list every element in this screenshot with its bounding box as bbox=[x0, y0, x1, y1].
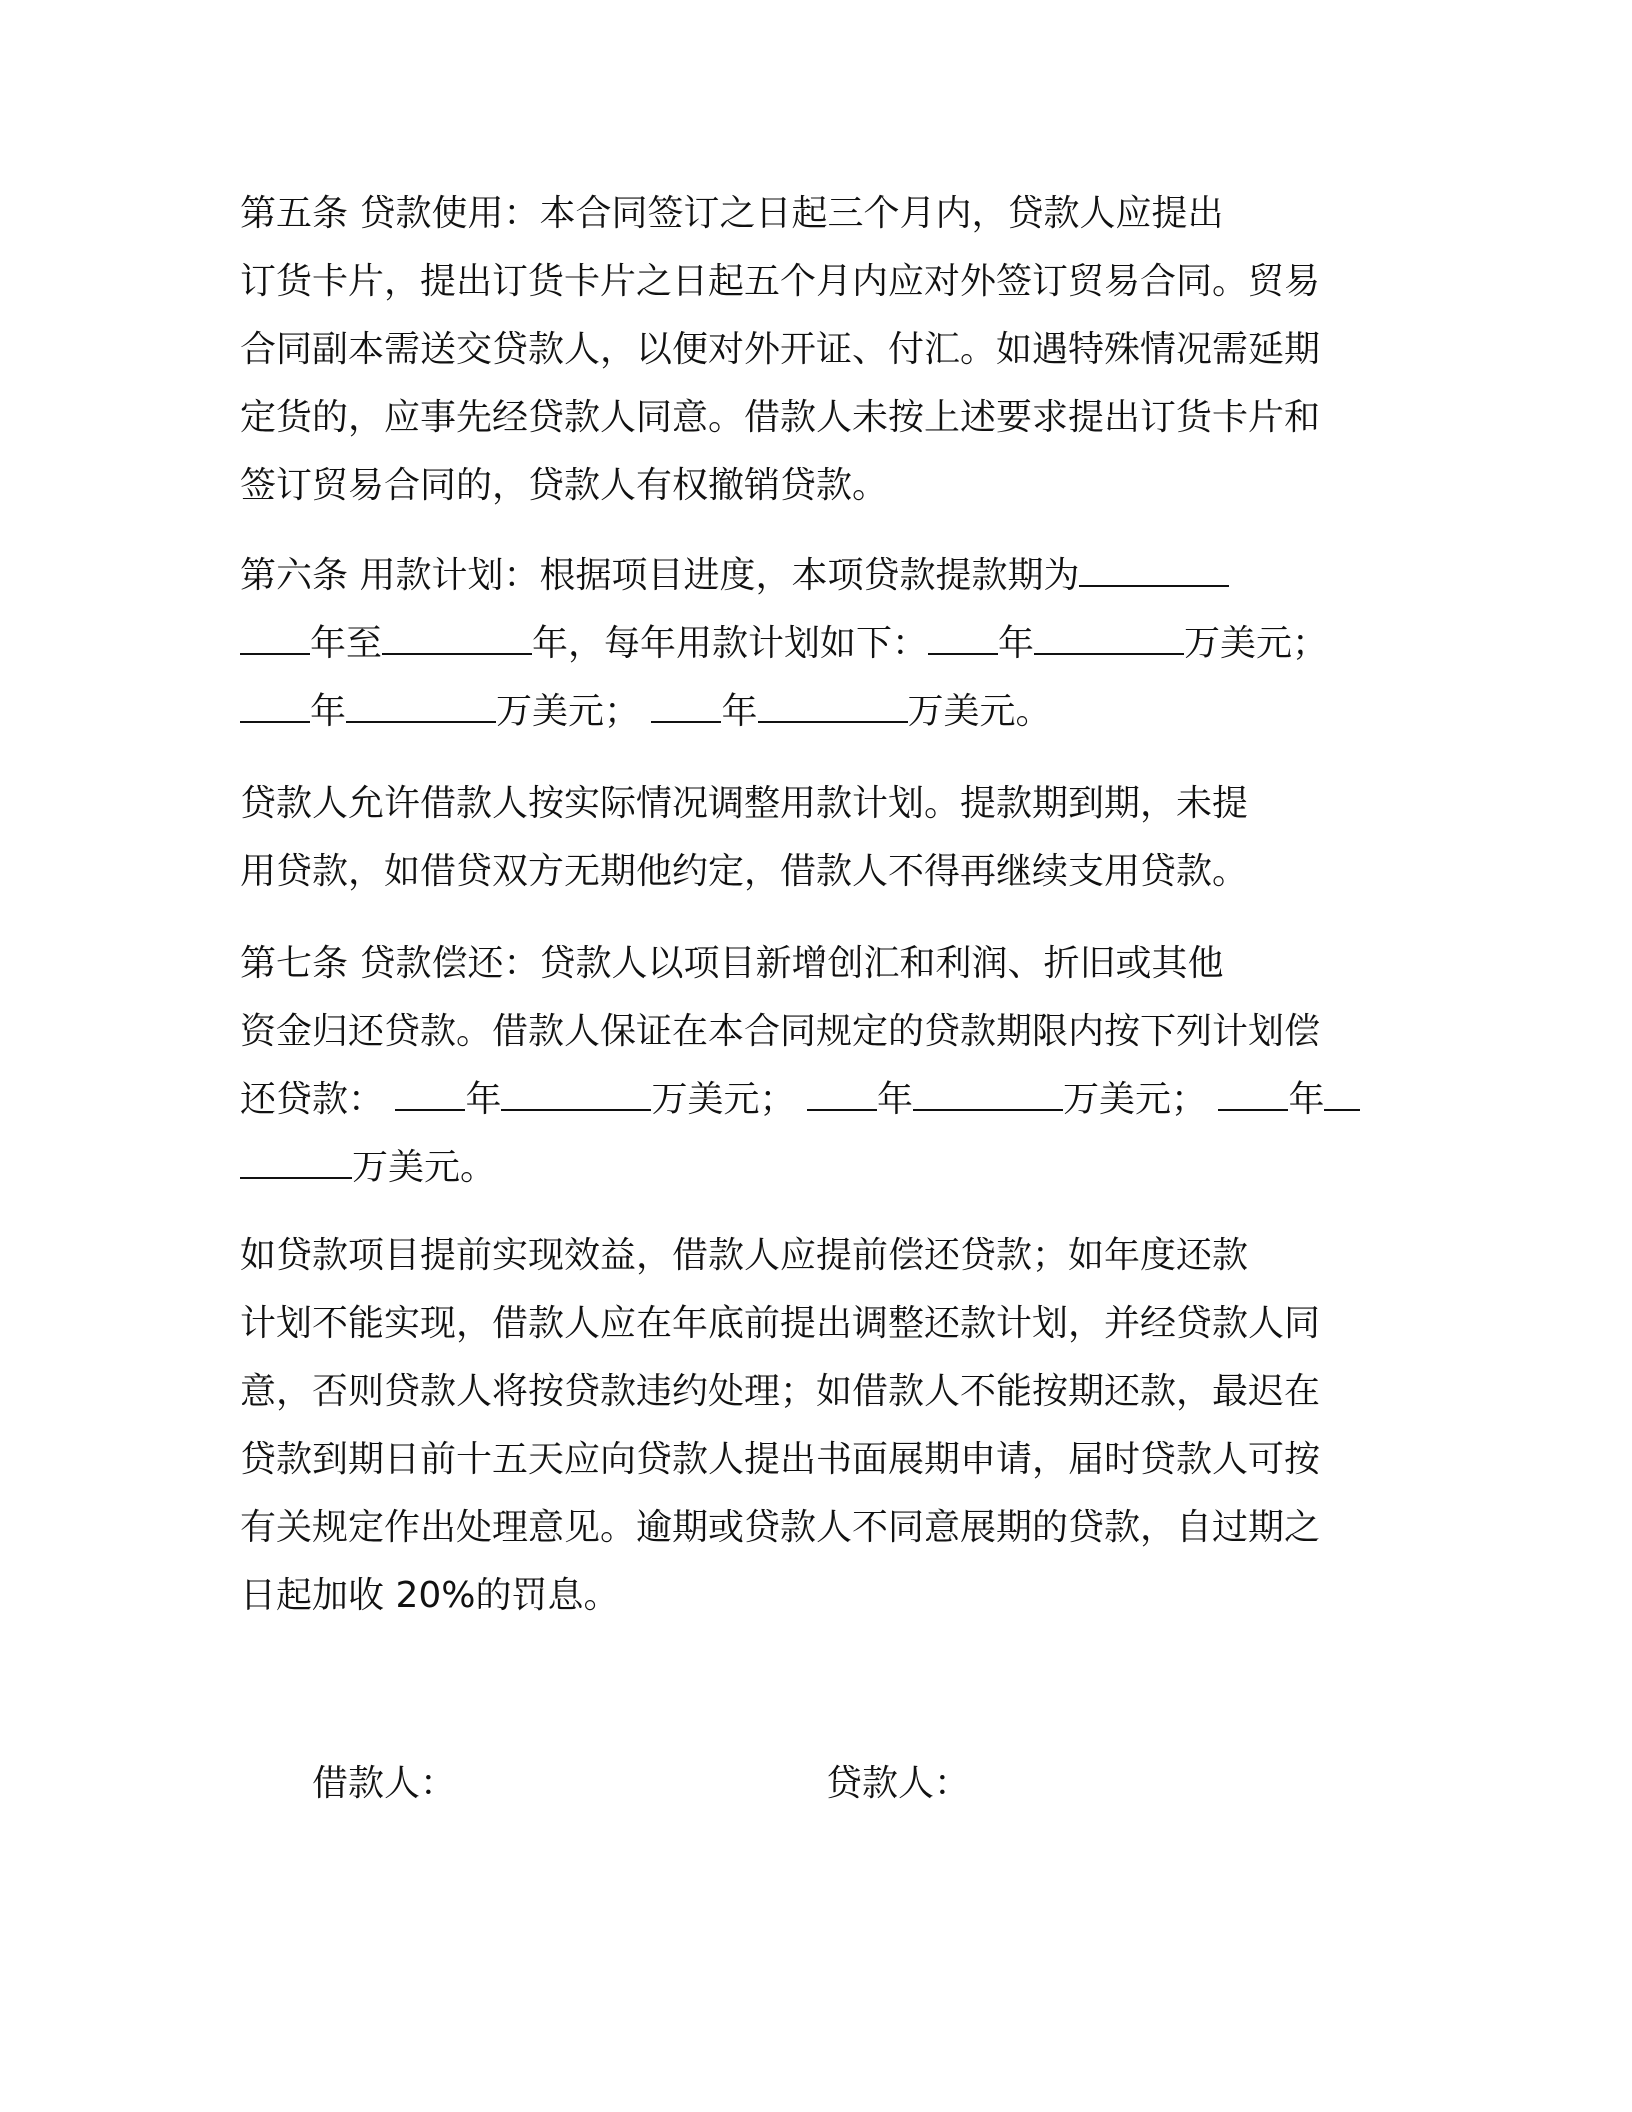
blank-line bbox=[240, 693, 310, 723]
year-to-label: 年至 bbox=[310, 623, 383, 664]
year-label: 年 bbox=[465, 1079, 502, 1120]
article-7 bbox=[240, 930, 1380, 1202]
article-6-line-2 bbox=[240, 610, 1380, 678]
article-7-note-line: 日起加收 20%的罚息。 bbox=[240, 1575, 620, 1616]
borrower-signature-label: 借款人： bbox=[312, 1763, 457, 1804]
article-7-note-line: 如贷款项目提前实现效益，借款人应提前偿还贷款；如年度还款 bbox=[240, 1235, 1249, 1276]
article-7-line: 第七条 贷款偿还：贷款人以项目新增创汇和利润、折旧或其他 bbox=[240, 943, 1224, 984]
blank-line bbox=[240, 1149, 352, 1179]
amount-label: 万美元； bbox=[496, 691, 641, 732]
amount-label: 万美元； bbox=[1062, 1079, 1207, 1120]
article-7-line-4 bbox=[240, 1134, 1380, 1202]
blank-line bbox=[928, 625, 998, 655]
amount-label: 万美元。 bbox=[907, 691, 1052, 732]
year-label: 年 bbox=[1288, 1079, 1325, 1120]
article-6 bbox=[240, 542, 1380, 746]
blank-line bbox=[501, 1081, 651, 1111]
amount-label: 万美元。 bbox=[352, 1147, 497, 1188]
blank-line bbox=[1034, 625, 1184, 655]
year-label: 年 bbox=[876, 1079, 913, 1120]
lender-signature-label: 贷款人： bbox=[826, 1763, 971, 1804]
article-5-line: 第五条 贷款使用：本合同签订之日起三个月内，贷款人应提出 bbox=[240, 193, 1224, 234]
article-5 bbox=[240, 180, 1380, 520]
article-5-line: 定货的，应事先经贷款人同意。借款人未按上述要求提出订货卡片和 bbox=[240, 397, 1321, 438]
article-6-note bbox=[240, 770, 1380, 906]
blank-line bbox=[913, 1081, 1063, 1111]
article-5-line: 合同副本需送交贷款人，以便对外开证、付汇。如遇特殊情况需延期 bbox=[240, 329, 1321, 370]
year-label: 年 bbox=[310, 691, 347, 732]
article-5-line: 签订贸易合同的，贷款人有权撤销贷款。 bbox=[240, 465, 889, 506]
article-7-note-line: 有关规定作出处理意见。逾期或贷款人不同意展期的贷款，自过期之 bbox=[240, 1507, 1321, 1548]
article-7-line-3 bbox=[240, 1066, 1380, 1134]
article-7-note-line: 意，否则贷款人将按贷款违约处理；如借款人不能按期还款，最迟在 bbox=[240, 1371, 1321, 1412]
article-7-note-line: 计划不能实现，借款人应在年底前提出调整还款计划，并经贷款人同 bbox=[240, 1303, 1321, 1344]
blank-line bbox=[346, 693, 496, 723]
amount-label: 万美元； bbox=[651, 1079, 796, 1120]
blank-line bbox=[1079, 557, 1229, 587]
year-label: 年 bbox=[998, 623, 1035, 664]
article-7-note bbox=[240, 1222, 1380, 1630]
article-7-line: 资金归还贷款。借款人保证在本合同规定的贷款期限内按下列计划偿 bbox=[240, 1011, 1321, 1052]
blank-line bbox=[240, 625, 310, 655]
article-5-line: 订货卡片，提出订货卡片之日起五个月内应对外签订贸易合同。贸易 bbox=[240, 261, 1321, 302]
blank-line bbox=[1218, 1081, 1288, 1111]
article-6-line-1 bbox=[240, 542, 1380, 610]
blank-line bbox=[758, 693, 908, 723]
article-6-heading: 第六条 用款计划：根据项目进度，本项贷款提款期为 bbox=[240, 555, 1080, 596]
article-6-note-line: 贷款人允许借款人按实际情况调整用款计划。提款期到期，未提 bbox=[240, 783, 1249, 824]
year-plan-label: 年，每年用款计划如下： bbox=[532, 623, 929, 664]
blank-line bbox=[382, 625, 532, 655]
year-label: 年 bbox=[721, 691, 758, 732]
amount-label: 万美元； bbox=[1184, 623, 1329, 664]
article-6-note-line: 用贷款，如借贷双方无期他约定，借款人不得再继续支用贷款。 bbox=[240, 851, 1249, 892]
blank-line bbox=[1324, 1081, 1360, 1111]
repay-prefix: 还贷款： bbox=[240, 1079, 385, 1120]
article-7-note-line: 贷款到期日前十五天应向贷款人提出书面展期申请，届时贷款人可按 bbox=[240, 1439, 1321, 1480]
blank-line bbox=[395, 1081, 465, 1111]
article-6-line-3 bbox=[240, 678, 1380, 746]
blank-line bbox=[651, 693, 721, 723]
blank-line bbox=[807, 1081, 877, 1111]
